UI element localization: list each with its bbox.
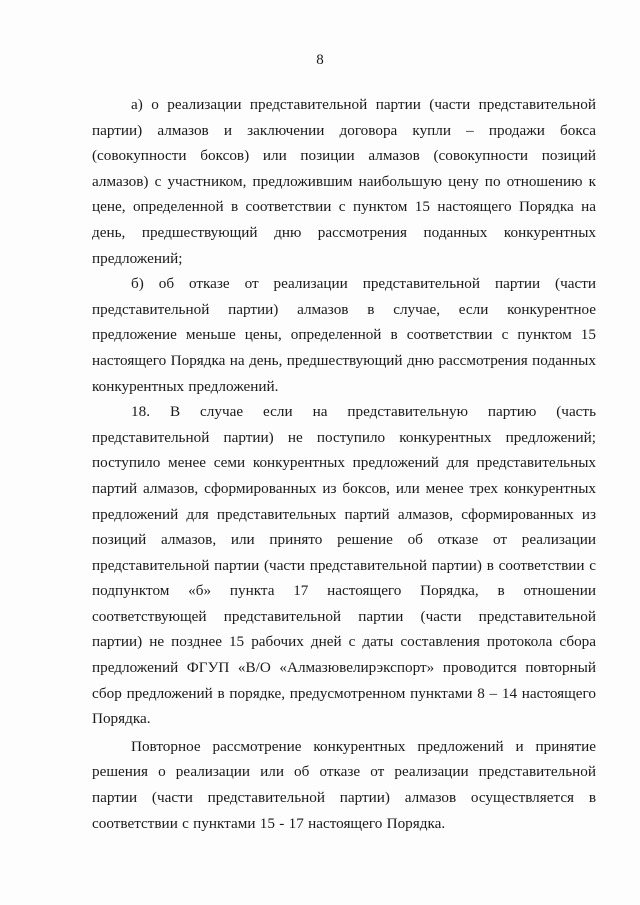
document-body [92,92,596,836]
paragraph-sub-b: б) об отказе от реализации представительной партии (части представительной партии) алмазов в случае, если конкурентное предложение меньше цены, определенной в соответствии с пунктом 15 настоящего Порядка на день, предшествующий дню рассмотрения поданных конкурентных предложений. [92,275,596,395]
paragraph-sub-a: а) о реализации представительной партии (части представительной партии) алмазов и заключении договора купли – продажи бокса (совокупности боксов) или позиции алмазов (совокупности позиций алмазов) с участником, предложившим наибольшую цену по отношению к цене, определенной в соответствии с пунктом 15 настоящего Порядка на день, предшествующий дню рассмотрения поданных конкурентных предложений; [92,96,596,267]
paragraph-item-18: 18. В случае если на представительную партию (часть представительной партии) не поступило конкурентных предложений; поступило менее семи конкурентных предложений для представительных партий алмазов, сформированных из боксов, или менее трех конкурентных предложений для представительных партий алмазов, сформированных из позиций алмазов, или принято решение об отказе от реализации представительной партии (части представительной партии) в соответствии с подпунктом «б» пункта 17 настоящего Порядка, в отношении соответствующей представительной партии (части представительной партии) не позднее 15 рабочих дней с даты составления протокола сбора предложений ФГУП «В/О «Алмазювелирэкспорт» проводится повторный сбор предложений в порядке, предусмотренном пунктами 8 – 14 настоящего Порядка. [92,403,596,728]
paragraph-repeat-review: Повторное рассмотрение конкурентных предложений и принятие решения о реализации или об отказе от реализации представительной партии (части представительной партии) алмазов осуществляется в соответствии с пунктами 15 - 17 настоящего Порядка. [92,737,596,832]
page-number: 8 [316,52,324,68]
